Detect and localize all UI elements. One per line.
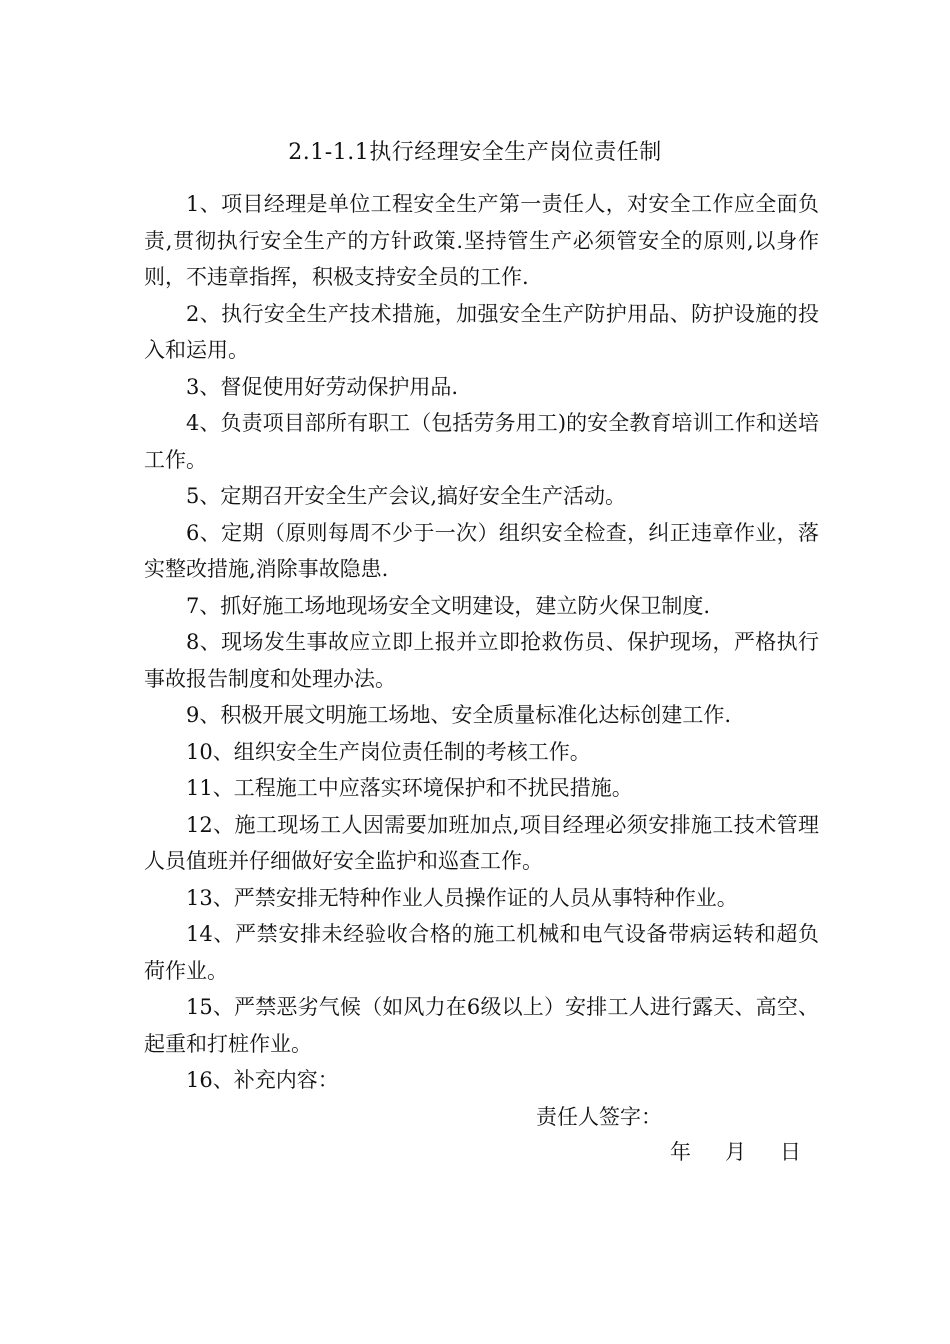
document-title: 2.1-1.1执行经理安全生产岗位责任制 [288, 140, 662, 165]
responsibility-list [144, 186, 819, 1099]
list-item: 4、负责项目部所有职工（包括劳务用工)的安全教育培训工作和送培工作。 [144, 411, 819, 472]
list-item: 8、现场发生事故应立即上报并立即抢救伤员、保护现场，严格执行事故报告制度和处理办法。 [144, 630, 819, 691]
list-item: 9、积极开展文明施工场地、安全质量标准化达标创建工作. [186, 703, 732, 727]
signature-date [670, 1136, 801, 1168]
list-item: 6、定期（原则每周不少于一次）组织安全检查，纠正违章作业，落实整改措施,消除事故隐患. [144, 520, 819, 581]
list-item: 13、严禁安排无特种作业人员操作证的人员从事特种作业。 [186, 885, 738, 910]
list-item: 15、严禁恶劣气候（如风力在6级以上）安排工人进行露天、高空、起重和打桩作业。 [144, 995, 819, 1056]
list-item: 11、工程施工中应落实环境保护和不扰民措施。 [186, 776, 633, 800]
list-item: 1、项目经理是单位工程安全生产第一责任人，对安全工作应全面负责,贯彻执行安全生产的方针政策.坚持管生产必须管安全的原则,以身作则，不违章指挥，积极支持安全员的工作. [144, 192, 819, 289]
signature-label: 责任人签字： [536, 1105, 662, 1129]
list-item: 16、补充内容： [186, 1068, 339, 1092]
list-item: 5、定期召开安全生产会议,搞好安全生产活动。 [186, 484, 627, 508]
date-month-label: 月 [725, 1140, 746, 1164]
list-item: 12、施工现场工人因需要加班加点,项目经理必须安排施工技术管理人员值班并仔细做好安全监护和巡查工作。 [144, 812, 819, 873]
list-item: 10、组织安全生产岗位责任制的考核工作。 [186, 739, 591, 764]
list-item: 2、执行安全生产技术措施，加强安全生产防护用品、防护设施的投入和运用。 [144, 301, 819, 362]
list-item: 7、抓好施工场地现场安全文明建设，建立防火保卫制度. [186, 593, 711, 618]
list-item: 3、督促使用好劳动保护用品. [186, 374, 459, 399]
date-day-label: 日 [780, 1140, 801, 1164]
date-year-label: 年 [670, 1140, 691, 1164]
list-item: 14、严禁安排未经验收合格的施工机械和电气设备带病运转和超负荷作业。 [144, 922, 819, 983]
